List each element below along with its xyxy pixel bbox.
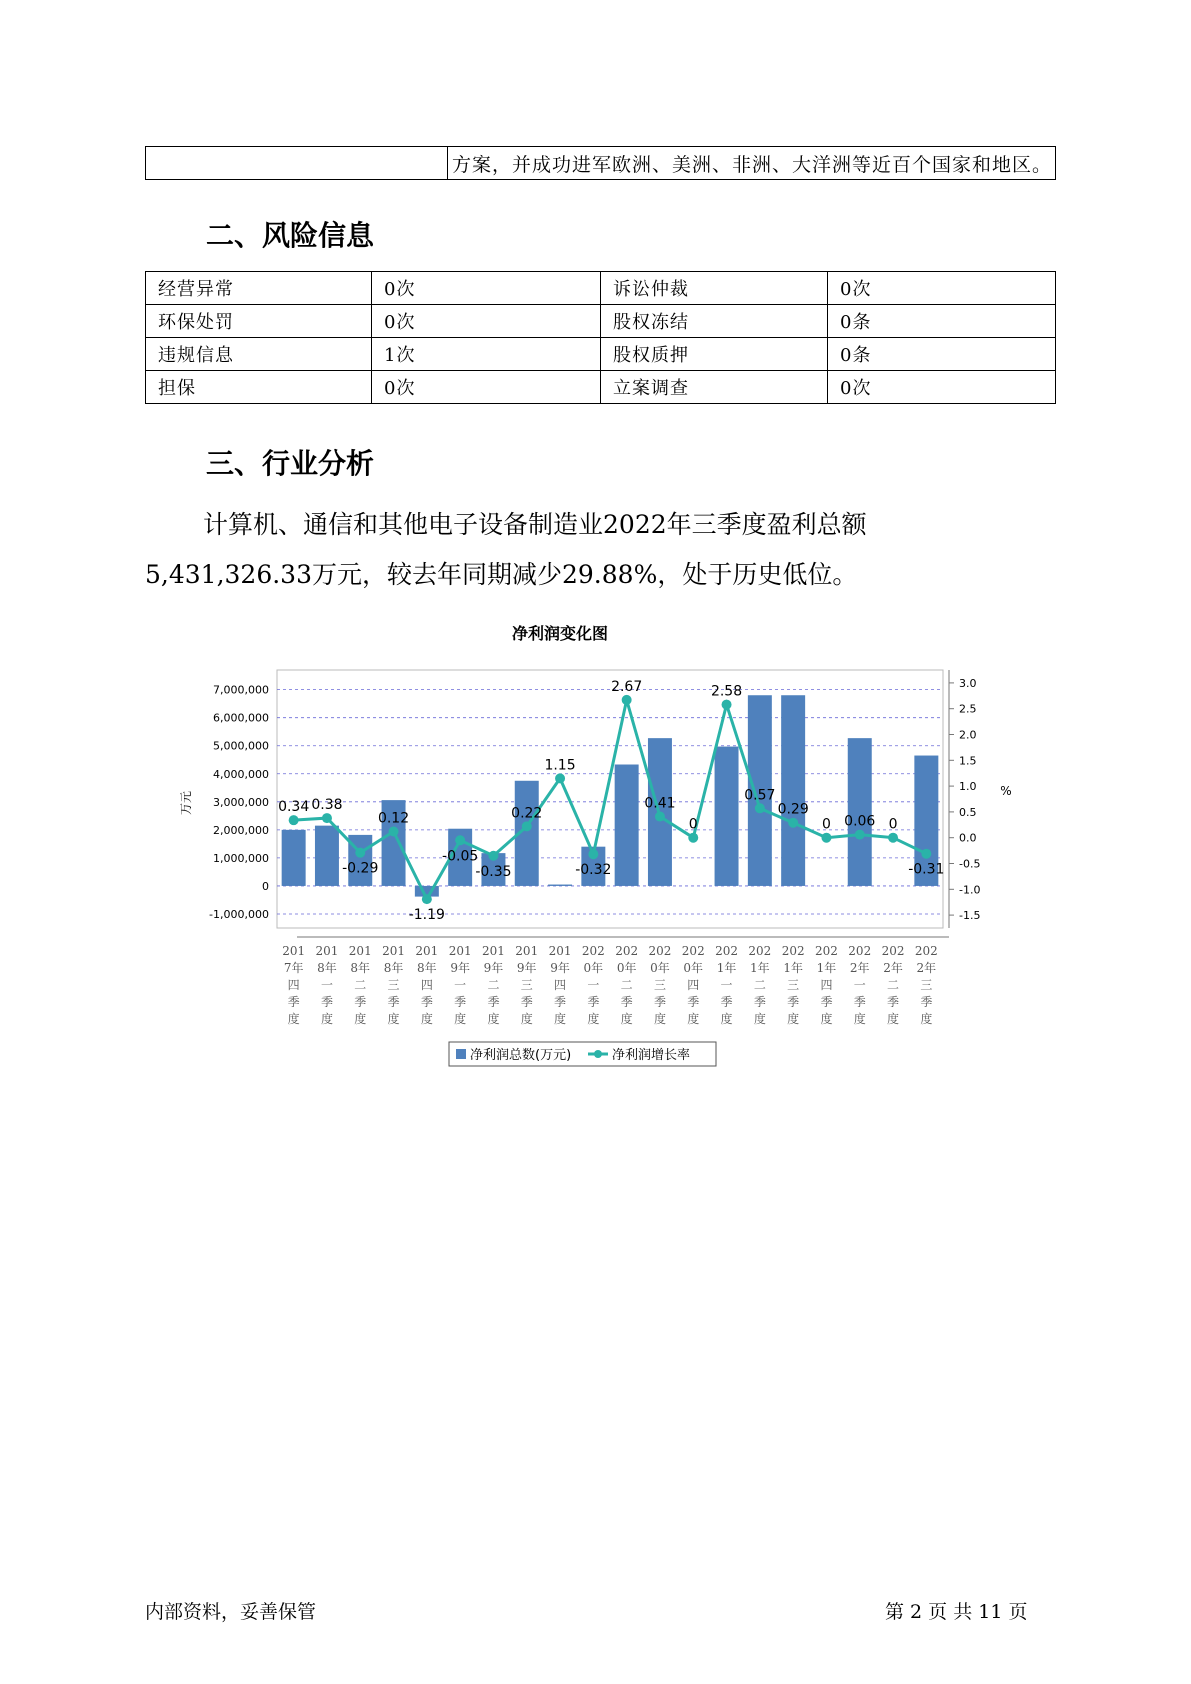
y-right-tick-label: -1.5 bbox=[959, 909, 981, 923]
data-label: -1.19 bbox=[408, 907, 445, 924]
x-tick-label: 度 bbox=[720, 1012, 733, 1026]
growth-rate-point bbox=[455, 835, 465, 845]
x-tick-label: 0年 bbox=[683, 961, 704, 975]
plot-area-frame bbox=[277, 670, 943, 928]
y-left-tick-label: 1,000,000 bbox=[213, 851, 269, 865]
x-tick-label: 202 bbox=[848, 944, 872, 958]
x-tick-label: 0年 bbox=[583, 961, 604, 975]
table-row bbox=[146, 272, 1056, 305]
x-tick-label: 二 bbox=[487, 978, 500, 992]
x-tick-label: 度 bbox=[554, 1012, 567, 1026]
x-tick-label: 7年 bbox=[283, 961, 304, 975]
bar bbox=[848, 738, 872, 886]
x-tick-label: 8年 bbox=[383, 961, 404, 975]
y-right-tick-label: 1.5 bbox=[959, 754, 977, 768]
x-tick-label: 202 bbox=[781, 944, 805, 958]
x-tick-label: 季 bbox=[787, 995, 800, 1009]
y-left-tick-label: 3,000,000 bbox=[213, 795, 269, 809]
footer-confidential-note: 内部资料，妥善保管 bbox=[145, 1601, 317, 1623]
x-tick-label: 度 bbox=[287, 1012, 300, 1026]
y-left-tick-label: 0 bbox=[262, 879, 269, 893]
bar bbox=[282, 830, 306, 886]
table-row bbox=[146, 147, 1056, 180]
x-tick-label: 202 bbox=[681, 944, 705, 958]
risk-item-label: 经营异常 bbox=[146, 272, 372, 305]
x-tick-label: 季 bbox=[920, 995, 933, 1009]
data-label: 0.29 bbox=[777, 801, 809, 818]
bar bbox=[548, 885, 572, 886]
y-right-tick-label: 3.0 bbox=[959, 676, 977, 690]
x-tick-label: 度 bbox=[454, 1012, 467, 1026]
x-tick-label: 202 bbox=[715, 944, 739, 958]
growth-rate-point bbox=[722, 700, 732, 710]
risk-item-value: 0次 bbox=[372, 272, 601, 305]
x-tick-label: 四 bbox=[687, 978, 700, 992]
y-left-tick-label: -1,000,000 bbox=[209, 907, 269, 921]
x-tick-label: 度 bbox=[520, 1012, 533, 1026]
risk-item-label: 股权质押 bbox=[601, 338, 828, 371]
growth-rate-point bbox=[422, 894, 432, 904]
x-tick-label: 季 bbox=[820, 995, 833, 1009]
x-tick-label: 度 bbox=[354, 1012, 367, 1026]
x-tick-label: 二 bbox=[753, 978, 766, 992]
legend-label: 净利润总数(万元) bbox=[470, 1048, 572, 1063]
legend-label: 净利润增长率 bbox=[612, 1048, 691, 1063]
data-label: 0.34 bbox=[278, 799, 310, 816]
x-tick-label: 度 bbox=[320, 1012, 333, 1026]
bar bbox=[715, 747, 739, 886]
x-tick-label: 度 bbox=[687, 1012, 700, 1026]
x-tick-label: 度 bbox=[820, 1012, 833, 1026]
growth-rate-point bbox=[622, 695, 632, 705]
bar bbox=[615, 765, 639, 886]
risk-item-label: 担保 bbox=[146, 371, 372, 404]
data-label: 0 bbox=[888, 816, 898, 833]
x-tick-label: 四 bbox=[554, 978, 567, 992]
x-tick-label: 1年 bbox=[816, 961, 837, 975]
data-label: -0.35 bbox=[475, 863, 512, 880]
x-tick-label: 度 bbox=[387, 1012, 400, 1026]
growth-rate-point bbox=[555, 773, 565, 783]
data-label: 0.38 bbox=[311, 797, 343, 814]
table-row bbox=[146, 371, 1056, 404]
net-profit-chart bbox=[160, 615, 1012, 1075]
risk-item-value: 1次 bbox=[372, 338, 601, 371]
x-tick-label: 201 bbox=[448, 944, 472, 958]
x-tick-label: 季 bbox=[487, 995, 500, 1009]
risk-item-label: 诉讼仲裁 bbox=[601, 272, 828, 305]
x-tick-label: 季 bbox=[454, 995, 467, 1009]
x-tick-label: 度 bbox=[920, 1012, 933, 1026]
y-left-tick-label: 7,000,000 bbox=[213, 683, 269, 697]
y-left-tick-label: 4,000,000 bbox=[213, 767, 269, 781]
x-tick-label: 季 bbox=[387, 995, 400, 1009]
x-tick-label: 一 bbox=[454, 978, 467, 992]
y-right-axis-title: % bbox=[1000, 784, 1012, 798]
x-tick-label: 一 bbox=[320, 978, 333, 992]
x-tick-label: 9年 bbox=[516, 961, 537, 975]
legend-bar-swatch bbox=[456, 1049, 466, 1059]
growth-rate-point bbox=[688, 833, 698, 843]
x-tick-label: 一 bbox=[853, 978, 866, 992]
data-label: 0.41 bbox=[644, 795, 676, 812]
bar bbox=[315, 826, 339, 886]
x-tick-label: 度 bbox=[420, 1012, 433, 1026]
risk-item-value: 0次 bbox=[828, 371, 1056, 404]
data-label: 0 bbox=[688, 816, 698, 833]
x-tick-label: 季 bbox=[520, 995, 533, 1009]
x-tick-label: 202 bbox=[581, 944, 605, 958]
y-right-tick-label: -0.5 bbox=[959, 857, 981, 871]
risk-item-value: 0次 bbox=[372, 371, 601, 404]
x-tick-label: 二 bbox=[354, 978, 367, 992]
y-left-tick-label: 5,000,000 bbox=[213, 739, 269, 753]
y-right-tick-label: 2.5 bbox=[959, 702, 977, 716]
industry-analysis-paragraph: 计算机、通信和其他电子设备制造业2022年三季度盈利总额5,431,326.33万元，较去年同期减少29.88%，处于历史低位。 bbox=[145, 510, 867, 589]
x-tick-label: 202 bbox=[748, 944, 772, 958]
x-tick-label: 9年 bbox=[450, 961, 470, 975]
growth-rate-point bbox=[788, 818, 798, 828]
y-left-tick-label: 2,000,000 bbox=[213, 823, 269, 837]
risk-info-table bbox=[145, 271, 1056, 404]
risk-item-value: 0次 bbox=[372, 305, 601, 338]
growth-rate-point bbox=[355, 848, 365, 858]
chart-title: 净利润变化图 bbox=[511, 624, 609, 643]
y-right-tick-label: 1.0 bbox=[959, 780, 977, 794]
x-tick-label: 8年 bbox=[317, 961, 337, 975]
x-tick-label: 1年 bbox=[783, 961, 803, 975]
x-tick-label: 201 bbox=[481, 944, 505, 958]
risk-item-label: 立案调查 bbox=[601, 371, 828, 404]
x-tick-label: 季 bbox=[753, 995, 766, 1009]
x-tick-label: 2年 bbox=[849, 961, 870, 975]
risk-item-value: 0次 bbox=[828, 272, 1056, 305]
data-label: 2.67 bbox=[611, 678, 643, 695]
data-label: 1.15 bbox=[544, 757, 576, 774]
y-right-tick-label: 2.0 bbox=[959, 728, 977, 742]
table-cell: 方案，并成功进军欧洲、美洲、非洲、大洋洲等近百个国家和地区。 bbox=[448, 147, 1056, 180]
x-tick-label: 201 bbox=[515, 944, 539, 958]
y-left-tick-label: 6,000,000 bbox=[213, 711, 269, 725]
x-tick-label: 季 bbox=[354, 995, 367, 1009]
growth-rate-point bbox=[921, 849, 931, 859]
x-tick-label: 2年 bbox=[883, 961, 903, 975]
x-tick-label: 度 bbox=[753, 1012, 766, 1026]
x-tick-label: 0年 bbox=[650, 961, 670, 975]
x-tick-label: 9年 bbox=[550, 961, 570, 975]
section-title-industry: 三、行业分析 bbox=[206, 447, 375, 480]
x-tick-label: 季 bbox=[853, 995, 866, 1009]
growth-rate-point bbox=[322, 813, 332, 823]
x-tick-label: 季 bbox=[653, 995, 666, 1009]
growth-rate-point bbox=[655, 812, 665, 822]
data-label: -0.05 bbox=[442, 848, 479, 865]
y-left-axis-title: 万元 bbox=[179, 790, 193, 816]
x-tick-label: 四 bbox=[820, 978, 833, 992]
x-tick-label: 2年 bbox=[916, 961, 937, 975]
x-tick-label: 季 bbox=[887, 995, 900, 1009]
growth-rate-point bbox=[289, 815, 299, 825]
x-tick-label: 三 bbox=[520, 978, 533, 992]
x-tick-label: 8年 bbox=[417, 961, 437, 975]
data-label: 0.06 bbox=[844, 813, 876, 830]
x-tick-label: 季 bbox=[620, 995, 633, 1009]
x-tick-label: 8年 bbox=[350, 961, 371, 975]
x-tick-label: 度 bbox=[887, 1012, 900, 1026]
x-tick-label: 201 bbox=[348, 944, 372, 958]
risk-item-value: 0条 bbox=[828, 338, 1056, 371]
footer-page-number: 第 2 页 共 11 页 bbox=[885, 1601, 1028, 1623]
x-tick-label: 201 bbox=[548, 944, 572, 958]
x-tick-label: 季 bbox=[320, 995, 333, 1009]
x-tick-label: 三 bbox=[787, 978, 800, 992]
x-tick-label: 季 bbox=[687, 995, 700, 1009]
x-tick-label: 202 bbox=[615, 944, 639, 958]
x-tick-label: 季 bbox=[587, 995, 600, 1009]
growth-rate-point bbox=[588, 849, 598, 859]
risk-item-value: 0条 bbox=[828, 305, 1056, 338]
data-label: 0.22 bbox=[511, 805, 543, 822]
x-tick-label: 度 bbox=[787, 1012, 800, 1026]
x-tick-label: 三 bbox=[920, 978, 933, 992]
growth-rate-point bbox=[821, 833, 831, 843]
x-tick-label: 201 bbox=[382, 944, 406, 958]
x-tick-label: 9年 bbox=[483, 961, 504, 975]
x-tick-label: 1年 bbox=[716, 961, 737, 975]
x-tick-label: 一 bbox=[587, 978, 600, 992]
data-label: -0.29 bbox=[342, 860, 379, 877]
x-tick-label: 三 bbox=[387, 978, 400, 992]
table-row bbox=[146, 338, 1056, 371]
x-tick-label: 季 bbox=[287, 995, 300, 1009]
growth-rate-point bbox=[488, 851, 498, 861]
risk-item-label: 股权冻结 bbox=[601, 305, 828, 338]
x-tick-label: 二 bbox=[887, 978, 900, 992]
x-tick-label: 四 bbox=[287, 978, 300, 992]
x-tick-label: 202 bbox=[814, 944, 838, 958]
x-tick-label: 四 bbox=[420, 978, 433, 992]
x-tick-label: 季 bbox=[720, 995, 733, 1009]
data-label: 0.12 bbox=[377, 810, 410, 827]
growth-rate-point bbox=[888, 833, 898, 843]
y-right-tick-label: 0.5 bbox=[959, 805, 977, 819]
bar bbox=[781, 695, 805, 886]
x-tick-label: 三 bbox=[653, 978, 666, 992]
data-label: 0 bbox=[821, 816, 831, 833]
x-tick-label: 201 bbox=[282, 944, 306, 958]
x-tick-label: 202 bbox=[914, 944, 938, 958]
business-scope-table bbox=[145, 146, 1056, 180]
data-label: -0.32 bbox=[575, 862, 612, 879]
data-label: 2.58 bbox=[710, 683, 743, 700]
x-tick-label: 二 bbox=[620, 978, 633, 992]
x-tick-label: 一 bbox=[720, 978, 733, 992]
growth-rate-point bbox=[755, 803, 765, 813]
growth-rate-point bbox=[389, 827, 399, 837]
x-tick-label: 0年 bbox=[616, 961, 637, 975]
x-tick-label: 1年 bbox=[750, 961, 770, 975]
x-tick-label: 季 bbox=[420, 995, 433, 1009]
table-row bbox=[146, 305, 1056, 338]
risk-item-label: 环保处罚 bbox=[146, 305, 372, 338]
x-tick-label: 度 bbox=[487, 1012, 500, 1026]
y-right-tick-label: 0.0 bbox=[959, 831, 977, 845]
data-label: -0.31 bbox=[908, 861, 945, 878]
x-tick-label: 季 bbox=[554, 995, 567, 1009]
x-tick-label: 度 bbox=[853, 1012, 866, 1026]
x-tick-label: 度 bbox=[587, 1012, 600, 1026]
x-tick-label: 201 bbox=[315, 944, 339, 958]
data-label: 0.57 bbox=[744, 787, 776, 804]
x-tick-label: 度 bbox=[653, 1012, 666, 1026]
table-cell bbox=[146, 147, 448, 180]
risk-item-label: 违规信息 bbox=[146, 338, 372, 371]
x-tick-label: 202 bbox=[648, 944, 672, 958]
growth-rate-point bbox=[855, 830, 865, 840]
x-tick-label: 201 bbox=[415, 944, 439, 958]
y-right-tick-label: -1.0 bbox=[959, 883, 981, 897]
section-title-risk: 二、风险信息 bbox=[206, 219, 375, 252]
growth-rate-point bbox=[522, 821, 532, 831]
legend-line-marker bbox=[594, 1050, 602, 1058]
x-tick-label: 202 bbox=[881, 944, 905, 958]
x-tick-label: 度 bbox=[620, 1012, 633, 1026]
